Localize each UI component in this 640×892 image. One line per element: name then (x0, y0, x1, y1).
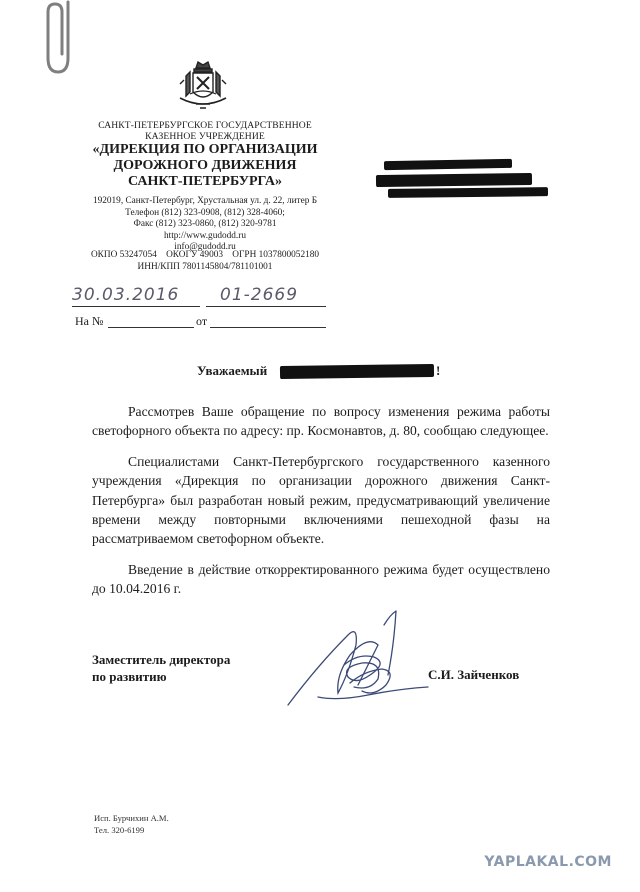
number-underline (206, 306, 326, 307)
signatory-position-line-2: по развитию (92, 669, 167, 684)
org-email: info@gudodd.ru (174, 242, 236, 253)
org-line-2: КАЗЕННОЕ УЧРЕЖДЕНИЕ (145, 131, 265, 142)
org-codes-line-1: ОКПО 53247054 ОКОГУ 49003 ОГРН 1037800052180 (90, 250, 320, 260)
org-fax: Факс (812) 323-0860, (812) 320-9781 (133, 219, 277, 230)
org-name-line-3: САНКТ-ПЕТЕРБУРГА» (127, 174, 283, 189)
executor-phone: Тел. 320-6199 (94, 825, 145, 835)
organization-header (60, 120, 350, 190)
greeting-exclamation: ! (436, 363, 441, 378)
paperclip-icon (38, 0, 82, 78)
org-line-1: САНКТ-ПЕТЕРБУРГСКОЕ ГОСУДАРСТВЕННОЕ (98, 120, 312, 131)
signatory-position-line-1: Заместитель директора (92, 652, 231, 667)
reply-to-number-line (108, 327, 194, 328)
reply-to-date-line (210, 327, 326, 328)
org-name-line-1: «ДИРЕКЦИЯ ПО ОРГАНИЗАЦИИ (92, 142, 318, 157)
redacted-recipient-line-2 (376, 173, 532, 187)
body-paragraph-3: Введение в действие откорректированного режима будет осуществлено до 10.04.2016 г. (92, 561, 550, 597)
handwritten-signature (278, 605, 438, 715)
body-paragraph-1: Рассмотрев Ваше обращение по вопросу изменения режима работы светофорного объекта по адресу: пр. Космонавтов, д. 80, сообщаю следующее. (92, 404, 550, 439)
signatory-name: С.И. Зайченков (428, 667, 520, 682)
letter-body (92, 402, 550, 610)
date-underline (72, 306, 200, 307)
reply-to-number-label: На № (75, 314, 104, 328)
handwritten-number: 01-2669 (220, 285, 299, 305)
greeting-label: Уважаемый (197, 363, 268, 378)
org-name-line-2: ДОРОЖНОГО ДВИЖЕНИЯ (113, 158, 297, 173)
executor-info (94, 812, 169, 836)
city-coat-of-arms-icon (176, 58, 230, 116)
redacted-recipient-name (280, 364, 434, 379)
executor-name: Исп. Бурчихин А.М. (94, 813, 169, 823)
org-codes-line-2: ИНН/КПП 7801145804/781101001 (137, 261, 273, 272)
body-paragraph-2: Специалистами Санкт-Петербургского государственного казенного учреждения «Дирекция по организации дорожного движения Санкт-Петербурга» был разработан новый режим, предусматривающий увеличение времени между повторными включениями пешеходной фазы на рассматриваемом светофорном объекте. (92, 453, 550, 547)
org-address: 192019, Санкт-Петербург, Хрустальная ул. д. 22, литер Б (92, 196, 318, 206)
signatory-position (92, 651, 230, 685)
handwritten-date: 30.03.2016 (72, 285, 180, 305)
org-website: http://www.gudodd.ru (163, 230, 247, 241)
org-phone: Телефон (812) 323-0908, (812) 328-4060; (125, 207, 285, 218)
reply-to-date-label: от (196, 314, 208, 328)
redacted-recipient-line-1 (384, 159, 512, 170)
site-watermark: YAPLAKAL.COM (484, 854, 612, 870)
org-registration-codes (60, 250, 350, 273)
redacted-recipient-line-3 (388, 187, 548, 198)
org-contacts (60, 196, 350, 254)
